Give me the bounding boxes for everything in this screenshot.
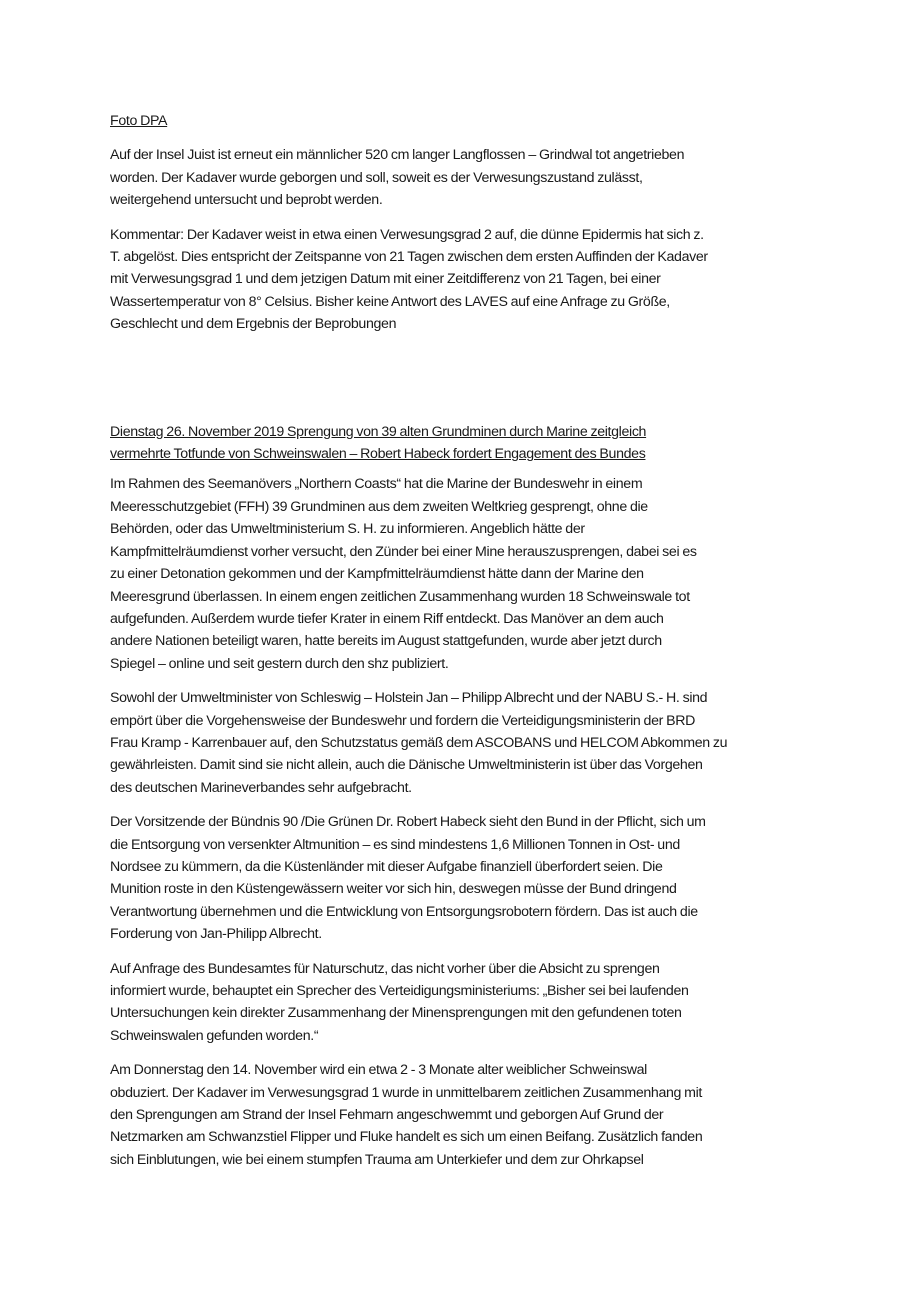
paragraph-habeck bbox=[110, 811, 820, 945]
text-line: des deutschen Marineverbandes sehr aufgebracht. bbox=[110, 779, 412, 796]
text-line: Schweinswalen gefunden worden.“ bbox=[110, 1027, 319, 1044]
text-line: Auf Anfrage des Bundesamtes für Naturschutz, das nicht vorher über die Absicht zu sprengen bbox=[110, 960, 660, 977]
text-line: andere Nationen beteiligt waren, hatte bereits im August stattgefunden, wurde aber jetzt durch bbox=[110, 633, 662, 650]
text-line: T. abgelöst. Dies entspricht der Zeitspanne von 21 Tagen zwischen dem ersten Auffinden der Kadaver bbox=[110, 249, 708, 266]
text-line: Geschlecht und dem Ergebnis der Beprobungen bbox=[110, 316, 397, 333]
text-line: Wassertemperatur von 8° Celsius. Bisher keine Antwort des LAVES auf eine Anfrage zu Größe, bbox=[110, 293, 670, 310]
text-line: Kommentar: Der Kadaver weist in etwa einen Verwesungsgrad 2 auf, die dünne Epidermis hat sich z. bbox=[110, 226, 704, 243]
paragraph-bundesamt bbox=[110, 958, 820, 1048]
text-line: gewährleisten. Damit sind sie nicht allein, auch die Dänische Umweltministerin ist über das Vorgehen bbox=[110, 757, 703, 774]
text-line: den Sprengungen am Strand der Insel Fehmarn angeschwemmt und geborgen Auf Grund der bbox=[110, 1107, 664, 1124]
text-line: zu einer Detonation gekommen und der Kampfmittelräumdienst hätte dann der Marine den bbox=[110, 566, 644, 583]
text-line: Munition roste in den Küstengewässern weiter vor sich hin, deswegen müsse der Bund dringend bbox=[110, 881, 677, 898]
text-line: Forderung von Jan-Philipp Albrecht. bbox=[110, 926, 322, 943]
section-heading bbox=[110, 421, 820, 466]
photo-caption: Foto DPA bbox=[110, 113, 168, 129]
text-line: Behörden, oder das Umweltministerium S. H. zu informieren. Angeblich hätte der bbox=[110, 521, 585, 538]
text-line: Spiegel – online und seit gestern durch den shz publiziert. bbox=[110, 655, 449, 672]
text-line: sich Einblutungen, wie bei einem stumpfen Trauma am Unterkiefer und dem zur Ohrkapsel bbox=[110, 1151, 644, 1168]
text-line: worden. Der Kadaver wurde geborgen und soll, soweit es der Verwesungszustand zulässt, bbox=[110, 169, 643, 186]
text-line: obduziert. Der Kadaver im Verwesungsgrad 1 wurde in unmittelbarem zeitlichen Zusammenhang mit bbox=[110, 1084, 703, 1101]
text-line: Der Vorsitzende der Bündnis 90 /Die Grünen Dr. Robert Habeck sieht den Bund in der Pflicht, sich um bbox=[110, 814, 706, 831]
paragraph-kommentar bbox=[110, 224, 820, 336]
paragraph-obduktion bbox=[110, 1059, 820, 1171]
text-line: Meeresschutzgebiet (FFH) 39 Grundminen aus dem zweiten Weltkrieg gesprengt, ohne die bbox=[110, 498, 648, 515]
text-line: Im Rahmen des Seemanövers „Northern Coasts“ hat die Marine der Bundeswehr in einem bbox=[110, 476, 643, 493]
text-line: Sowohl der Umweltminister von Schleswig – Holstein Jan – Philipp Albrecht und der NABU S.- H. sind bbox=[110, 690, 708, 707]
heading-line: Dienstag 26. November 2019 Sprengung von 39 alten Grundminen durch Marine zeitgleich bbox=[110, 423, 647, 440]
text-line: Am Donnerstag den 14. November wird ein etwa 2 - 3 Monate alter weiblicher Schweinswal bbox=[110, 1062, 647, 1079]
text-line: Untersuchungen kein direkter Zusammenhang der Minensprengungen mit den gefundenen toten bbox=[110, 1005, 682, 1022]
text-line: Netzmarken am Schwanzstiel Flipper und Fluke handelt es sich um einen Beifang. Zusätzlich fanden bbox=[110, 1129, 703, 1146]
text-line: die Entsorgung von versenkter Altmunition – es sind mindestens 1,6 Millionen Tonnen in Ost- und bbox=[110, 836, 680, 853]
paragraph-seemanoever bbox=[110, 473, 820, 675]
text-line: Auf der Insel Juist ist erneut ein männlicher 520 cm langer Langflossen – Grindwal tot angetrieben bbox=[110, 147, 685, 164]
text-line: aufgefunden. Außerdem wurde tiefer Krater in einem Riff entdeckt. Das Manöver an dem auch bbox=[110, 610, 664, 627]
text-line: Verantwortung übernehmen und die Entwicklung von Entsorgungsrobotern fördern. Das ist auch die bbox=[110, 903, 698, 920]
text-line: informiert wurde, behauptet ein Sprecher des Verteidigungsministeriums: „Bisher sei bei laufenden bbox=[110, 983, 689, 999]
text-line: weitergehend untersucht und beprobt werden. bbox=[110, 192, 383, 209]
paragraph-umweltminister bbox=[110, 687, 820, 799]
text-line: mit Verwesungsgrad 1 und dem jetzigen Datum mit einer Zeitdifferenz von 21 Tagen, bei einer bbox=[110, 271, 661, 288]
document-page bbox=[110, 110, 820, 1183]
text-line: Meeresgrund überlassen. In einem engen zeitlichen Zusammenhang wurden 18 Schweinswale tot bbox=[110, 588, 690, 605]
text-line: empört über die Vorgehensweise der Bundeswehr und fordern die Verteidigungsministerin der BRD bbox=[110, 712, 695, 729]
heading-line: vermehrte Totfunde von Schweinswalen – Robert Habeck fordert Engagement des Bundes bbox=[110, 446, 646, 463]
text-line: Kampfmittelräumdienst vorher versucht, den Zünder bei einer Mine herauszusprengen, dabei sei es bbox=[110, 543, 697, 560]
text-line: Frau Kramp - Karrenbauer auf, den Schutzstatus gemäß dem ASCOBANS und HELCOM Abkommen zu bbox=[110, 734, 728, 751]
text-line: Nordsee zu kümmern, da die Küstenländer mit dieser Aufgabe finanziell überfordert seien. Die bbox=[110, 858, 663, 875]
paragraph-juist-grindwal bbox=[110, 144, 820, 211]
